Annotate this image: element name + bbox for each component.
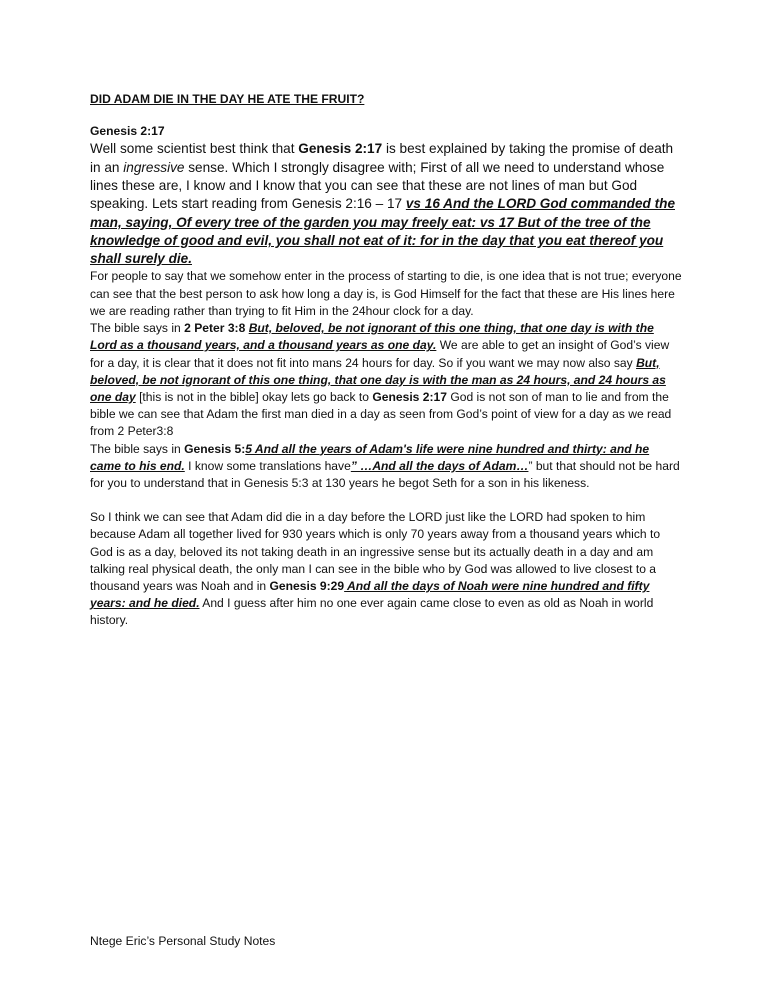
bold-reference: Genesis 9:29 (269, 578, 345, 593)
paragraph-4 (90, 441, 682, 493)
paragraph-5 (90, 509, 682, 629)
bold-reference: Genesis 2:17 (372, 389, 447, 404)
text: And I guess after him no one ever again came close to even as old as Noah in world history. (90, 596, 654, 628)
scripture-quote: vs 16 And the LORD God commanded the man, saying, Of every tree of the garden you may freely eat: vs 17 But of the tree of the knowledge of good and evil, you shall not eat of it: for in the day that you eat thereof you shall surely die. (90, 196, 675, 267)
paragraph-1 (90, 140, 682, 268)
text: [this is not in the bible] okay lets go back to (135, 389, 373, 404)
scripture-quote: But, beloved, be not ignorant of this one thing, that one day is with the Lord as a thousand years, and a thousand years as one day. (90, 321, 654, 353)
bold-reference: Genesis 5: (184, 441, 246, 456)
text: ” but that should not be hard for you to understand that in Genesis 5:3 at 130 years he begot Seth for a son in his likeness. (90, 458, 680, 490)
paraphrased-quote: But, beloved, be not ignorant of this one thing, that one day is with the man as 24 hours, and 24 hours as one day (90, 355, 666, 404)
paragraph-3 (90, 320, 682, 440)
scripture-quote: 5 And all the years of Adam's life were nine hundred and thirty: and he came to his end. (90, 441, 650, 473)
scripture-reference: Genesis 2:17 (90, 124, 165, 139)
text: So I think we can see that Adam did die in a day before the LORD just like the LORD had spoken to him because Adam all together lived for 930 years which is only 70 years away from a thousand years which to God is as a day, beloved its not taking death in an ingressive sense but its actually death in a day and am talking real physical death, the only man I can see in the bible who by God was allowed to live closest to a thousand years was Noah and in (90, 510, 661, 593)
text: Well some scientist best think that (90, 141, 299, 157)
text: God is not son of man to lie and from the bible we can see that Adam the first man died in a day as seen from God’s point of view for a day as we read from 2 Peter3:8 (90, 389, 672, 439)
bold-reference: 2 Peter 3:8 (184, 321, 246, 336)
scripture-quote: And all the days of Noah were nine hundred and fifty years: and he died. (90, 578, 650, 611)
text: We are able to get an insight of God’s view for a day, it is clear that it does not fit into mans 24 hours for day. So if you want we may now also say (90, 338, 670, 370)
text: The bible says in (90, 321, 185, 336)
bold-reference: Genesis 2:17 (298, 141, 383, 157)
text: is best explained by taking the promise of death in an (90, 141, 674, 175)
text: For people to say that we somehow enter in the process of starting to die, is one idea that is not true; everyone can see that the best person to ask how long a day is, is God Himself for the fact that these are His lines here we are reading rather than trying to fit Him in the 24hour clock for a day. (90, 269, 682, 318)
document-body (90, 91, 682, 630)
paragraph-2 (90, 268, 682, 320)
text: sense. Which I strongly disagree with; First of all we need to understand whose lines these are, I know and I know that you can see that these are not lines of man but God speaking. Lets start reading from Genesis 2:16 – 17 (90, 159, 665, 212)
page-footer: Ntege Eric’s Personal Study Notes (90, 934, 276, 948)
scripture-quote: ” …And all the days of Adam… (350, 458, 529, 473)
text: The bible says in (90, 441, 185, 456)
document-title: DID ADAM DIE IN THE DAY HE ATE THE FRUIT? (90, 92, 365, 106)
text: I know some translations have (184, 458, 351, 473)
italic-term: ingressive (123, 159, 185, 175)
